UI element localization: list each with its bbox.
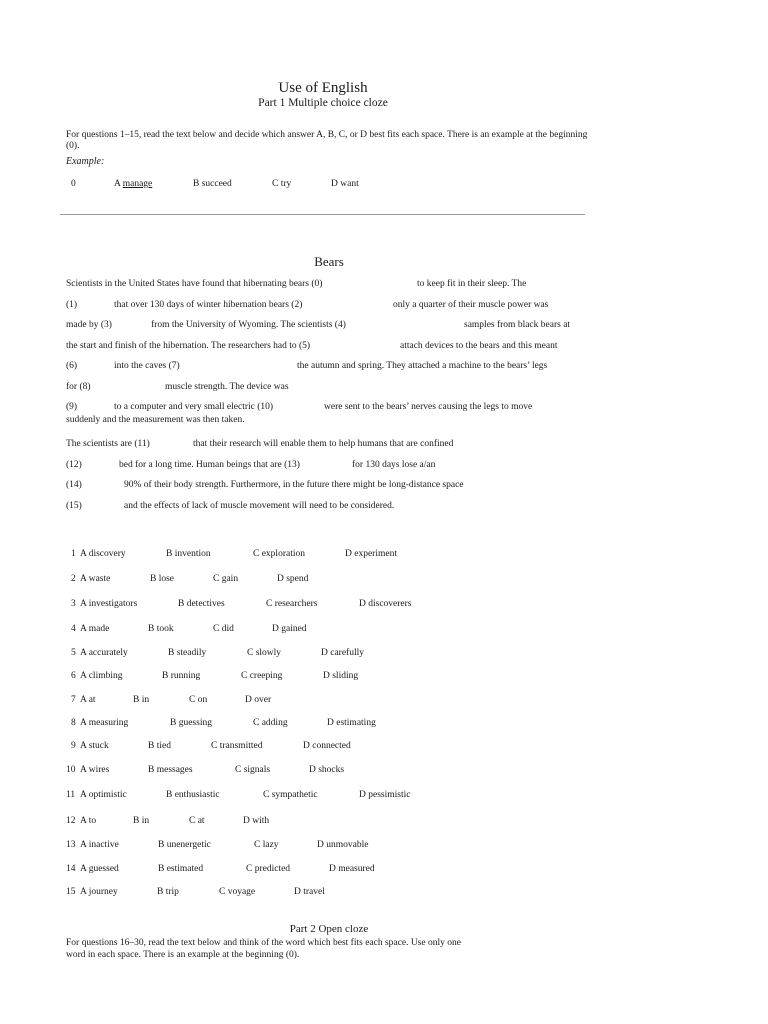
option-a: A journey <box>80 887 118 897</box>
passage-text: from the University of Wyoming. The scientists (4) <box>151 320 346 330</box>
part-1-instructions: For questions 1–15, read the text below and decide which answer A, B, C, or D best fits each space. There is an example at the beginning (0). <box>66 130 588 151</box>
example-number: 0 <box>71 179 76 189</box>
passage-text: attach devices to the bears and this meant <box>400 341 558 351</box>
option-b: B trip <box>157 887 179 897</box>
question-number: 11 <box>66 790 76 800</box>
question-number: 2 <box>71 574 76 584</box>
option-c: C predicted <box>246 864 291 874</box>
passage-title: Bears <box>314 254 344 269</box>
option-a: A waste <box>80 574 111 584</box>
option-b: B lose <box>150 574 175 584</box>
option-d: D shocks <box>309 765 345 775</box>
gap-number: (14) <box>66 480 82 490</box>
example-option-c: C try <box>272 179 292 189</box>
option-b: B messages <box>148 765 193 775</box>
passage-text: samples from black bears at <box>464 320 571 330</box>
passage-text: the start and finish of the hibernation. The researchers had to (5) <box>66 341 311 351</box>
option-c: C at <box>189 816 205 826</box>
option-d: D spend <box>277 574 309 584</box>
option-d: D connected <box>303 741 351 751</box>
option-a: A wires <box>80 765 110 775</box>
option-b: B unenergetic <box>158 840 211 850</box>
option-d: D carefully <box>321 648 364 658</box>
passage-text: that their research will enable them to help humans that are confined <box>193 439 454 449</box>
question-number: 14 <box>66 864 76 874</box>
option-d: D over <box>245 695 272 705</box>
option-d: D discoverers <box>359 599 412 609</box>
passage-text: were sent to the bears’ nerves causing the legs to move <box>324 402 533 412</box>
question-number: 5 <box>71 648 76 658</box>
part-2-heading: Part 2 Open cloze <box>289 923 369 935</box>
option-c: C did <box>213 624 234 634</box>
example-label: Example: <box>66 156 105 167</box>
passage-text: to a computer and very small electric (10) <box>114 402 274 412</box>
option-a: A inactive <box>80 840 119 850</box>
question-number: 12 <box>66 816 76 826</box>
option-c: C slowly <box>247 648 282 658</box>
question-number: 1 <box>71 549 76 559</box>
option-a: A guessed <box>80 864 119 874</box>
gap-number: (1) <box>66 300 78 310</box>
question-number: 10 <box>66 765 76 775</box>
question-number: 9 <box>71 741 76 751</box>
option-a: A made <box>80 624 110 634</box>
option-a: A optimistic <box>80 790 127 800</box>
option-a: A to <box>80 816 97 826</box>
option-a: A stuck <box>80 741 109 751</box>
option-b: B steadily <box>168 648 207 658</box>
example-option-a <box>114 179 152 189</box>
question-number: 3 <box>71 599 76 609</box>
option-c: C signals <box>235 765 271 775</box>
option-d: D unmovable <box>317 840 369 850</box>
option-d: D with <box>243 816 270 826</box>
option-d: D measured <box>329 864 375 874</box>
passage-text: to keep fit in their sleep. The <box>417 279 527 289</box>
option-d: D sliding <box>323 671 359 681</box>
option-c: C on <box>189 695 208 705</box>
question-number: 13 <box>66 840 76 850</box>
page-title: Use of English <box>278 80 368 96</box>
passage-text: for 130 days lose a/an <box>352 460 436 470</box>
option-d: D experiment <box>345 549 397 559</box>
passage-text: that over 130 days of winter hibernation bears (2) <box>114 300 303 310</box>
question-number: 8 <box>71 718 76 728</box>
option-a: A discovery <box>80 549 126 559</box>
option-b: B in <box>133 695 150 705</box>
option-c: C transmitted <box>211 741 263 751</box>
option-c: C creeping <box>241 671 283 681</box>
passage-text: only a quarter of their muscle power was <box>393 300 549 310</box>
option-d: D travel <box>294 887 325 897</box>
option-c: C adding <box>253 718 288 728</box>
divider <box>60 214 585 215</box>
passage-text: made by (3) <box>66 320 112 330</box>
example-option-a-letter: A <box>114 179 123 189</box>
passage-text: suddenly and the measurement was then taken. <box>66 415 245 425</box>
option-b: B running <box>162 671 201 681</box>
option-d: D pessimistic <box>359 790 411 800</box>
example-option-b: B succeed <box>193 179 232 189</box>
part-2-instructions-line-1: For questions 16–30, read the text below and think of the word which best fits each space. Use only one <box>66 938 461 948</box>
option-d: D estimating <box>327 718 376 728</box>
example-option-d: D want <box>331 179 359 189</box>
passage-text: The scientists are (11) <box>66 439 150 449</box>
question-number: 6 <box>71 671 76 681</box>
gap-number: (15) <box>66 501 82 511</box>
option-b: B detectives <box>178 599 225 609</box>
option-d: D gained <box>272 624 307 634</box>
gap-number: (6) <box>66 361 78 371</box>
passage-text: for (8) <box>66 382 91 392</box>
question-number: 15 <box>66 887 76 897</box>
option-c: C researchers <box>266 599 318 609</box>
passage-text: 90% of their body strength. Furthermore, in the future there might be long-distance space <box>124 480 464 490</box>
option-a: A at <box>80 695 96 705</box>
option-c: C gain <box>213 574 239 584</box>
example-answer: manage <box>122 179 153 189</box>
option-c: C lazy <box>254 840 279 850</box>
passage-text: the autumn and spring. They attached a machine to the bears’ legs <box>297 361 548 371</box>
option-c: C sympathetic <box>263 790 318 800</box>
option-a: A climbing <box>80 671 123 681</box>
option-b: B enthusiastic <box>166 790 220 800</box>
option-b: B invention <box>166 549 211 559</box>
option-b: B guessing <box>170 718 212 728</box>
passage-text: into the caves (7) <box>114 361 180 371</box>
gap-number: (12) <box>66 460 82 470</box>
passage-text: Scientists in the United States have found that hibernating bears (0) <box>66 279 323 289</box>
passage-text: bed for a long time. Human beings that are (13) <box>119 460 300 470</box>
option-c: C voyage <box>219 887 256 897</box>
part-1-heading: Part 1 Multiple choice cloze <box>258 97 388 109</box>
option-b: B in <box>133 816 150 826</box>
option-c: C exploration <box>253 549 305 559</box>
option-b: B tied <box>148 741 171 751</box>
passage-text: muscle strength. The device was <box>165 382 289 392</box>
option-a: A accurately <box>80 648 128 658</box>
question-number: 7 <box>71 695 76 705</box>
option-a: A measuring <box>80 718 129 728</box>
question-number: 4 <box>71 624 76 634</box>
option-b: B took <box>148 624 174 634</box>
gap-number: (9) <box>66 402 78 412</box>
option-b: B estimated <box>158 864 204 874</box>
passage-text: and the effects of lack of muscle movement will need to be considered. <box>124 501 395 511</box>
option-a: A investigators <box>80 599 138 609</box>
part-2-instructions-line-2: word in each space. There is an example at the beginning (0). <box>66 950 300 960</box>
